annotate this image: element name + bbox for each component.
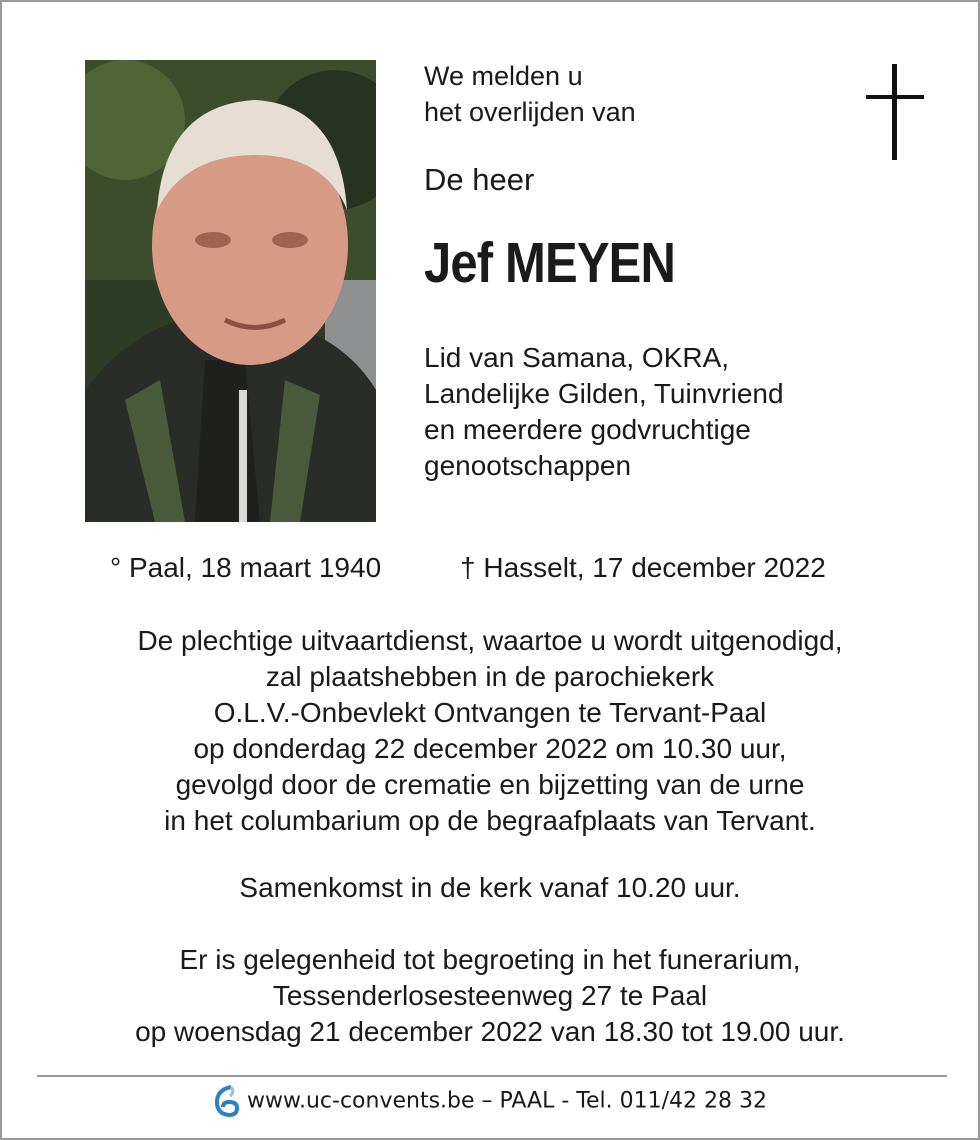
service-line: op donderdag 22 december 2022 om 10.30 uur,: [193, 733, 787, 764]
visitation-info: [2, 942, 978, 1050]
announcement: [424, 58, 636, 130]
portrait-photo: [85, 60, 376, 522]
membership-line: Lid van Samana, OKRA,: [424, 342, 730, 373]
memberships: [424, 340, 784, 484]
service-line: De plechtige uitvaartdienst, waartoe u wordt uitgenodigd,: [137, 625, 843, 656]
visitation-line: Er is gelegenheid tot begroeting in het funerarium,: [179, 944, 801, 975]
service-line: O.L.V.-Onbevlekt Ontvangen te Tervant-Paal: [213, 697, 767, 728]
footer-contact: www.uc-convents.be – PAAL - Tel. 011/42 28 32: [247, 1088, 767, 1114]
death-date: † Hasselt, 17 december 2022: [460, 552, 826, 583]
visitation-line: Tessenderlosesteenweg 27 te Paal: [272, 980, 708, 1011]
deceased-name: Jef MEYEN: [424, 231, 676, 295]
service-line: in het columbarium op de begraafplaats van Tervant.: [164, 805, 816, 836]
membership-line: genootschappen: [424, 450, 632, 481]
honorific: De heer: [424, 162, 535, 197]
service-line: gevolgd door de crematie en bijzetting van de urne: [175, 769, 805, 800]
footer-divider: [37, 1075, 947, 1077]
funeral-service: [2, 623, 978, 839]
birth-date: ° Paal, 18 maart 1940: [110, 552, 382, 583]
meeting-time: Samenkomst in de kerk vanaf 10.20 uur.: [239, 872, 741, 903]
announcement-line-2: het overlijden van: [424, 97, 636, 127]
membership-line: Landelijke Gilden, Tuinvriend: [424, 378, 784, 409]
funeral-home-footer: [2, 1084, 978, 1118]
service-line: zal plaatshebben in de parochiekerk: [265, 661, 715, 692]
announcement-line-1: We melden u: [424, 61, 583, 91]
visitation-line: op woensdag 21 december 2022 van 18.30 tot 19.00 uur.: [135, 1016, 845, 1047]
membership-line: en meerdere godvruchtige: [424, 414, 751, 445]
cross-icon: [866, 64, 924, 162]
funeral-home-logo-icon: [213, 1084, 239, 1118]
